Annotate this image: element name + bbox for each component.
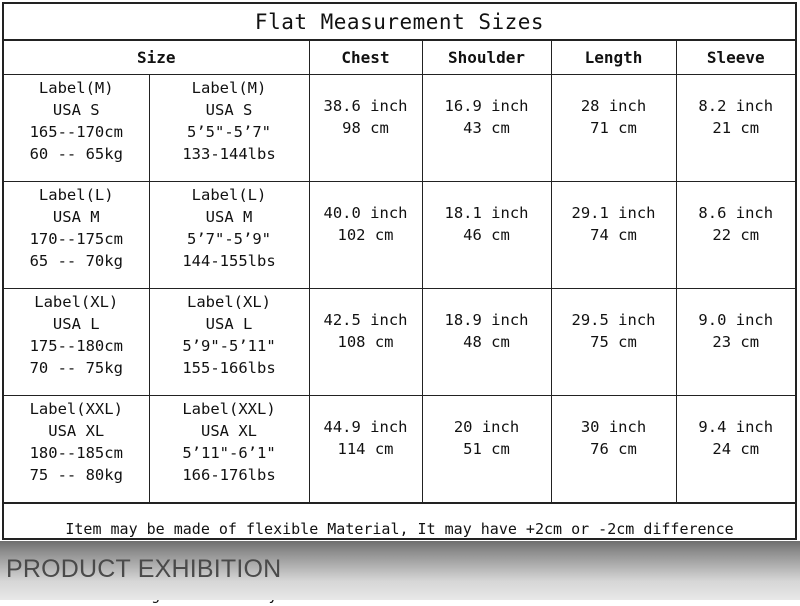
table-row [4,289,795,396]
size-chart [2,2,797,540]
header-sleeve: Sleeve [676,41,795,75]
size-metric-cell-line: 175--180cm [29,337,123,355]
size-imperial-cell-line: 155-166lbs [182,359,276,377]
sleeve-cell [676,396,795,503]
chest-cell [309,289,422,396]
chart-title: Flat Measurement Sizes [4,4,795,41]
shoulder-cell-line: 16.9 inch [444,97,529,115]
size-metric-cell-line: USA XL [48,422,105,440]
size-imperial-cell [149,182,309,289]
size-metric-cell-line: 70 -- 75kg [29,359,123,377]
chest-cell-line: 114 cm [337,440,394,458]
size-metric-cell-line: USA L [52,315,100,333]
size-imperial-cell-line: 166-176lbs [182,466,276,484]
length-cell-line: 76 cm [590,440,637,458]
sleeve-cell-line: 24 cm [712,440,760,458]
size-metric-cell-line: Label(XXL) [29,400,123,418]
size-metric-cell-line: USA M [52,208,100,226]
chest-cell-line: 98 cm [342,119,389,137]
shoulder-cell [422,75,551,182]
length-cell-line: 71 cm [590,119,637,137]
chest-cell [309,75,422,182]
size-metric-cell-line: 180--185cm [29,444,123,462]
banner-label: PRODUCT EXHIBITION [6,555,282,583]
shoulder-cell-line: 51 cm [463,440,510,458]
size-imperial-cell [149,289,309,396]
size-metric-cell-line: 65 -- 70kg [29,252,123,270]
size-imperial-cell [149,75,309,182]
size-imperial-cell-line: Label(L) [191,186,267,204]
size-imperial-cell-line: 5’11"-6’1" [182,444,276,462]
size-metric-cell-line: USA S [52,101,100,119]
length-cell [551,75,676,182]
chest-cell [309,182,422,289]
size-imperial-cell-line: 5’9"-5’11" [182,337,276,355]
size-metric-cell [4,396,149,503]
size-imperial-cell-line: USA XL [201,422,257,440]
size-imperial-cell-line: USA M [205,208,253,226]
size-imperial-cell-line: Label(XL) [187,293,271,311]
length-cell-line: 28 inch [580,97,647,115]
header-length: Length [551,41,676,75]
sleeve-cell-line: 21 cm [712,119,760,137]
size-metric-cell-line: Label(XL) [34,293,119,311]
size-imperial-cell [149,396,309,503]
shoulder-cell-line: 18.1 inch [444,204,529,222]
size-imperial-cell-line: Label(XXL) [182,400,276,418]
size-metric-cell-line: Label(M) [38,79,114,97]
size-metric-cell-line: 60 -- 65kg [29,145,123,163]
sleeve-cell [676,289,795,396]
sleeve-cell-line: 9.4 inch [698,418,774,436]
header-chest: Chest [309,41,422,75]
length-cell-line: 30 inch [580,418,647,436]
length-cell [551,396,676,503]
length-cell [551,182,676,289]
shoulder-cell [422,289,551,396]
chest-cell-line: 102 cm [337,226,394,244]
length-cell-line: 75 cm [590,333,637,351]
shoulder-cell-line: 18.9 inch [444,311,529,329]
table-row [4,182,795,289]
size-imperial-cell-line: 5’5"-5’7" [187,123,271,141]
sleeve-cell-line: 9.0 inch [698,311,774,329]
size-metric-cell [4,182,149,289]
length-cell-line: 29.5 inch [571,311,656,329]
sleeve-cell-line: 8.2 inch [698,97,774,115]
chest-cell-line: 40.0 inch [323,204,408,222]
chest-cell-line: 42.5 inch [323,311,408,329]
shoulder-cell-line: 20 inch [453,418,520,436]
chest-cell-line: 108 cm [337,333,394,351]
shoulder-cell [422,396,551,503]
sleeve-cell [676,182,795,289]
shoulder-cell-line: 43 cm [463,119,510,137]
product-exhibition-banner [0,541,800,600]
table-row [4,75,795,182]
header-size: Size [4,41,309,75]
size-metric-cell-line: 170--175cm [29,230,123,248]
size-imperial-cell-line: USA L [205,315,253,333]
size-imperial-cell-line: 5’7"-5’9" [187,230,271,248]
sleeve-cell-line: 8.6 inch [698,204,774,222]
header-shoulder: Shoulder [422,41,551,75]
length-cell-line: 29.1 inch [571,204,656,222]
shoulder-cell [422,182,551,289]
chest-cell-line: 44.9 inch [323,418,408,436]
length-cell [551,289,676,396]
size-metric-cell-line: 165--170cm [29,123,123,141]
size-imperial-cell-line: 144-155lbs [182,252,276,270]
shoulder-cell-line: 46 cm [463,226,510,244]
size-imperial-cell-line: USA S [205,101,253,119]
table-header-row [4,41,795,75]
sleeve-cell-line: 22 cm [712,226,760,244]
note-line: Item may be made of flexible Material, It may have +2cm or -2cm difference [65,520,734,538]
table-row [4,396,795,503]
size-metric-cell [4,75,149,182]
size-imperial-cell-line: 133-144lbs [182,145,276,163]
size-metric-cell-line: Label(L) [38,186,114,204]
size-metric-cell [4,289,149,396]
size-table [4,41,795,503]
size-metric-cell-line: 75 -- 80kg [29,466,123,484]
chest-cell [309,396,422,503]
sleeve-cell-line: 23 cm [712,333,760,351]
length-cell-line: 74 cm [590,226,637,244]
chest-cell-line: 38.6 inch [323,97,408,115]
shoulder-cell-line: 48 cm [463,333,510,351]
sleeve-cell [676,75,795,182]
size-imperial-cell-line: Label(M) [191,79,267,97]
